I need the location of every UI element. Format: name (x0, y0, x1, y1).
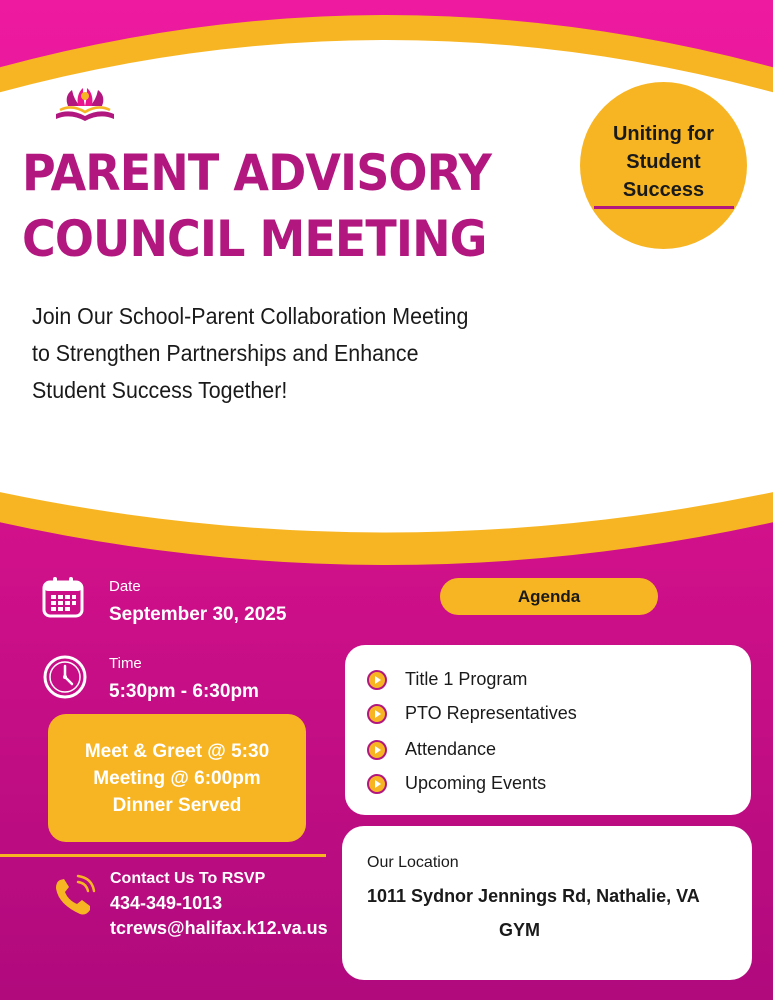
contact-heading: Contact Us To RSVP (110, 870, 266, 887)
book-logo-icon (50, 84, 120, 126)
intro-line-3: Student Success Together! (32, 377, 288, 403)
location-room: GYM (499, 920, 541, 940)
schedule-box (48, 714, 306, 842)
badge-underline (594, 206, 734, 209)
play-bullet-icon (367, 740, 387, 760)
badge-line-1: Uniting for (612, 122, 715, 145)
badge-text (599, 120, 729, 204)
schedule-line-3: Dinner Served (112, 794, 242, 816)
page-title (22, 140, 537, 272)
clock-icon (42, 654, 88, 700)
agenda-item (367, 773, 546, 794)
contact-email[interactable]: tcrews@halifax.k12.va.us (110, 918, 328, 938)
agenda-item (367, 703, 577, 724)
schedule-line-1: Meet & Greet @ 5:30 (84, 740, 270, 762)
tagline-badge (580, 82, 747, 249)
agenda-item-text: Title 1 Program (405, 669, 528, 689)
intro-text (32, 298, 534, 409)
date-value: September 30, 2025 (109, 604, 287, 625)
phone-icon (50, 874, 96, 920)
play-bullet-icon (367, 774, 387, 794)
agenda-item (367, 739, 496, 760)
intro-line-1: Join Our School-Parent Collaboration Meeting (32, 303, 469, 329)
section-divider (0, 854, 326, 857)
agenda-item (367, 669, 527, 690)
schedule-line-2: Meeting @ 6:00pm (93, 767, 261, 789)
badge-line-3: Success (622, 178, 705, 201)
location-card (342, 826, 752, 980)
agenda-heading: Agenda (440, 578, 658, 615)
agenda-item-text: Attendance (405, 739, 497, 759)
play-bullet-icon (367, 704, 387, 724)
agenda-item-text: Upcoming Events (405, 773, 547, 793)
time-value: 5:30pm - 6:30pm (109, 681, 259, 702)
badge-line-2: Student (626, 150, 701, 173)
agenda-item-text: PTO Representatives (405, 703, 577, 723)
time-label: Time (109, 655, 142, 672)
intro-line-2: to Strengthen Partnerships and Enhance (32, 340, 419, 366)
calendar-icon (42, 576, 84, 618)
contact-phone[interactable]: 434-349-1013 (110, 893, 223, 913)
location-address: 1011 Sydnor Jennings Rd, Nathalie, VA (367, 886, 700, 906)
title-line-2: COUNCIL MEETING (22, 210, 487, 268)
date-label: Date (109, 578, 141, 595)
play-bullet-icon (367, 670, 387, 690)
agenda-card (345, 645, 751, 815)
location-label: Our Location (367, 854, 459, 871)
title-line-1: PARENT ADVISORY (22, 144, 491, 202)
